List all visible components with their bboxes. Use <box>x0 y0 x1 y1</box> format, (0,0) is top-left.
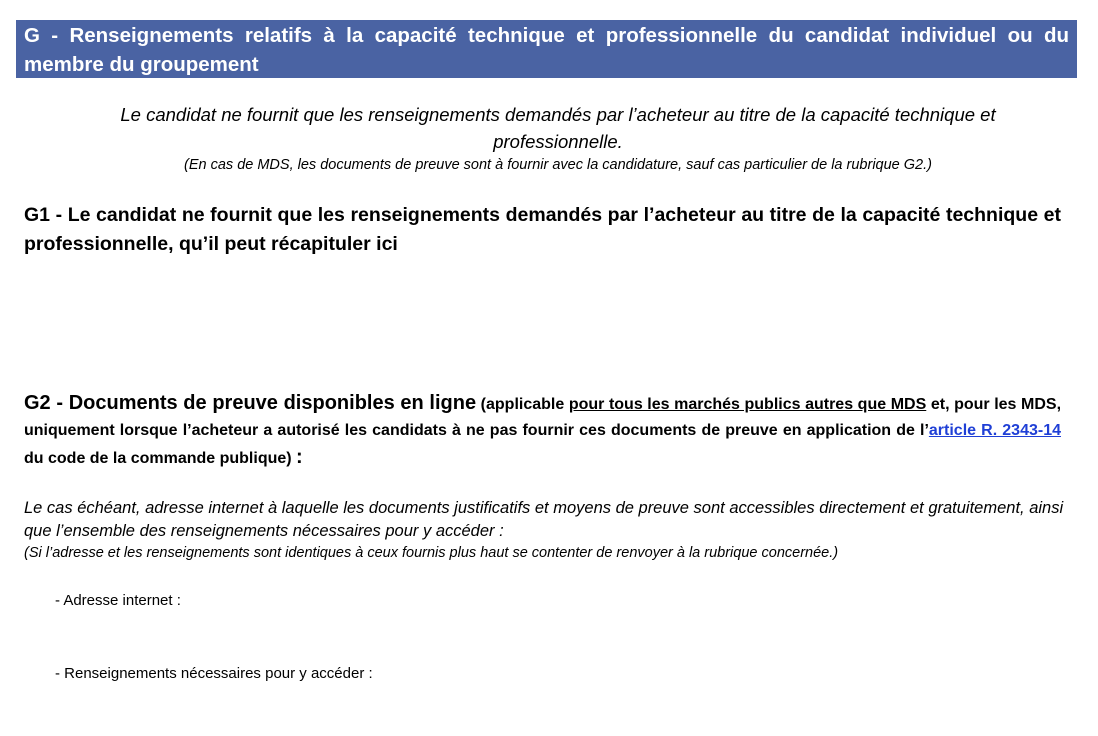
field-renseignements-acces: - Renseignements nécessaires pour y accéder : <box>55 665 373 682</box>
g2-title: G2 - Documents de preuve disponibles en ligne <box>24 392 477 414</box>
article-r2343-14-link[interactable]: article R. 2343-14 <box>928 422 1061 439</box>
g2-detail-open: (applicable <box>476 396 569 413</box>
section-g-title: G - Renseignements relatifs à la capacité technique et professionnelle du candidat individuel ou du membre du groupement <box>24 24 1069 76</box>
g2-detail-close: du code de la commande publique) <box>24 450 297 467</box>
intro-text: Le candidat ne fournit que les renseignements demandés par l’acheteur au titre de la capacité technique et professionnelle. <box>120 104 996 152</box>
g2-description-block <box>24 497 1064 563</box>
g2-detail-underlined: pour tous les marchés publics autres que MDS <box>568 396 927 413</box>
field-adresse-internet: - Adresse internet : <box>55 592 181 609</box>
section-g-header <box>16 20 1077 78</box>
g2-description-note: (Si l’adresse et les renseignements sont identiques à ceux fournis plus haut se contenter de renvoyer à la rubrique concernée.) <box>24 545 839 561</box>
intro-note: (En cas de MDS, les documents de preuve sont à fournir avec la candidature, sauf cas particulier de la rubrique G2.) <box>184 157 932 173</box>
g2-heading <box>24 390 1061 472</box>
intro-block <box>70 101 1046 175</box>
g2-description: Le cas échéant, adresse internet à laquelle les documents justificatifs et moyens de preuve sont accessibles directement et gratuitement, ainsi que l’ensemble des renseignements nécessaires pour y accéder : <box>24 499 1064 540</box>
g1-heading: G1 - Le candidat ne fournit que les renseignements demandés par l’acheteur au titre de la capacité technique et professionnelle, qu’il peut récapituler ici <box>24 204 1061 255</box>
g2-detail-middle: et, pour les MDS, uniquement lorsque l’acheteur a autorisé les candidats à ne pas fournir ces documents de preuve en application de l’ <box>24 396 1062 439</box>
g2-colon: : <box>296 446 303 468</box>
